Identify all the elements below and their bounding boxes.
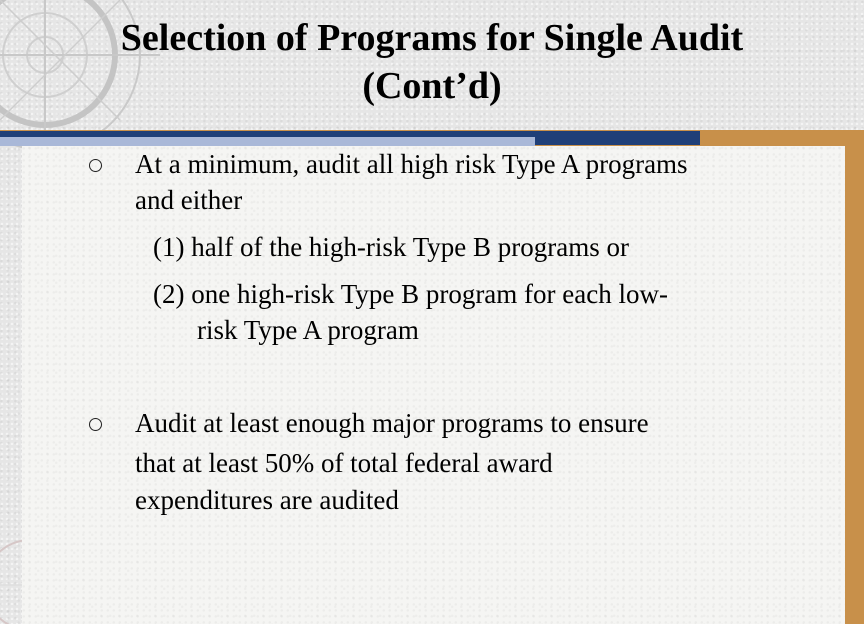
bullet-2-line-3: expenditures are audited	[135, 485, 399, 515]
bullet-1-line-1: At a minimum, audit all high risk Type A programs	[135, 149, 688, 179]
title-line-1: Selection of Programs for Single Audit	[120, 17, 744, 59]
right-accent-strip	[845, 146, 864, 624]
bullet-1-line-2: and either	[135, 185, 243, 215]
sub-item-2-line-2: risk Type A program	[197, 315, 419, 345]
title-line-2: (Cont’d)	[362, 65, 502, 107]
sub-item-1-line-1: (1) half of the high-risk Type B programs or	[153, 232, 630, 262]
slide-title	[0, 14, 864, 110]
bullet-2-line-1: Audit at least enough major programs to ensure	[135, 408, 649, 438]
hollow-circle-bullet-icon	[89, 159, 102, 172]
sub-item-2-line-1: (2) one high-risk Type B program for each low-	[153, 279, 668, 309]
hollow-circle-bullet-icon	[89, 418, 102, 431]
title-divider-light-blue	[0, 137, 535, 146]
bullet-2-line-2: that at least 50% of total federal award	[135, 448, 553, 478]
